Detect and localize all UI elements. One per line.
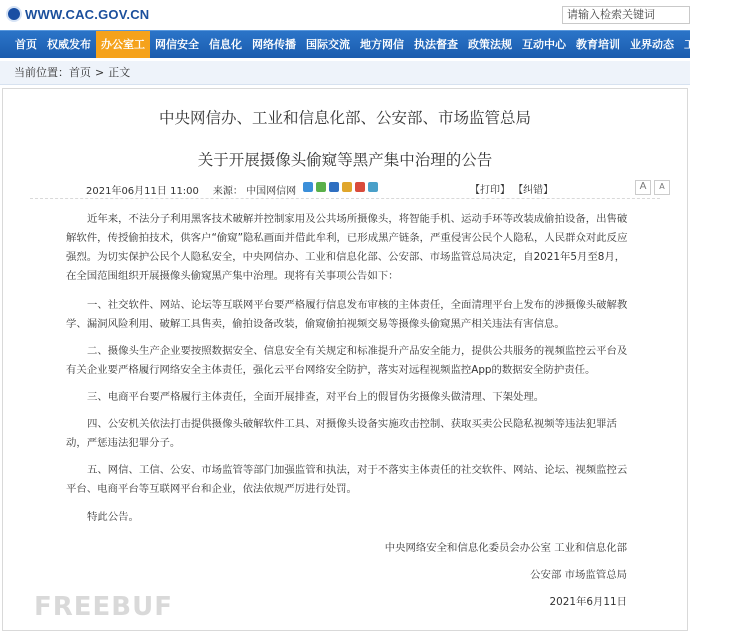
- nav-item[interactable]: 工作专题: [684, 38, 728, 51]
- font-increase-button[interactable]: A: [635, 180, 651, 195]
- share-more-icon[interactable]: [355, 182, 365, 192]
- nav-item[interactable]: 教育培训: [576, 38, 620, 51]
- nav-item[interactable]: 网信安全: [155, 38, 199, 51]
- article-source: 来源： 中国网信网: [212, 186, 297, 197]
- article-paragraph: 近年来，不法分子利用黑客技术破解并控制家用及公共场所摄像头，将智能手机、运动手环等改装成偷拍设备，出售破解软件，传授偷拍技术，供客户“偷窥”隐私画面并借此牟利，已形成黑产链条，严重侵害公民个人隐私，人民群众对此反应强烈。为切实保护公民个人隐私安全，中央网信办、工业和信息化部、公安部、市场监管总局决定，自2021年5月至8月，在全国范围组织开展摄像头偷窥黑产集中治理。现将有关事项公告如下：: [66, 213, 628, 282]
- article-actions: [470, 181, 553, 196]
- search-input[interactable]: 请输入检索关键词: [562, 6, 690, 24]
- breadcrumb: [0, 61, 690, 85]
- signature-issuers: 中央网络安全和信息化委员会办公室 工业和信息化部: [384, 542, 627, 554]
- nav-item[interactable]: 互动中心: [522, 38, 566, 51]
- share-weibo-icon[interactable]: [303, 182, 313, 192]
- breadcrumb-home[interactable]: 首页: [69, 66, 91, 79]
- nav-item[interactable]: 业界动态: [630, 38, 674, 51]
- nav-item[interactable]: 政策法规: [468, 38, 512, 51]
- article-paragraph: 五、网信、工信、公安、市场监管等部门加强监管和执法，对于不落实主体责任的社交软件、网站、论坛、视频监控云平台、电商平台等互联网平台和企业，依法依规严厉进行处罚。: [66, 464, 628, 495]
- nav-item[interactable]: 权威发布: [47, 38, 91, 51]
- article-title-line2: 关于开展摄像头偷窥等黑产集中治理的公告: [197, 151, 493, 169]
- divider: [30, 198, 660, 199]
- nav-item[interactable]: 地方网信: [360, 38, 404, 51]
- top-bar: [0, 0, 690, 30]
- article-paragraph: 四、公安机关依法打击提供摄像头破解软件工具、对摄像头设备实施攻击控制、获取买卖公民隐私视频等违法犯罪活动，严惩违法犯罪分子。: [66, 418, 617, 449]
- breadcrumb-current: 正文: [108, 66, 131, 79]
- article-paragraph: 一、社交软件、网站、论坛等互联网平台要严格履行信息发布审核的主体责任，全面清理平台上发布的涉摄像头破解教学、漏洞风险利用、破解工具售卖，偷拍设备改装，偷窥偷拍视频交易等摄像头偷窥黑产相关违法有害信息。: [66, 299, 628, 330]
- article-meta: [86, 182, 296, 197]
- signature-issuers-2: 公安部 市场监管总局: [530, 569, 627, 581]
- article-paragraph: 二、摄像头生产企业要按照数据安全、信息安全有关规定和标准提升产品安全能力，提供公共服务的视频监控云平台及有关企业要严格履行网络安全主体责任，强化云平台网络安全防护，落实对远程视频监控App的数据安全防护责任。: [66, 345, 628, 376]
- breadcrumb-label: 当前位置：: [14, 66, 69, 79]
- nav-item[interactable]: 执法督查: [414, 38, 458, 51]
- nav-item[interactable]: 信息化: [209, 38, 242, 51]
- error-report-button[interactable]: 【纠错】: [513, 185, 554, 196]
- font-size-controls: [632, 180, 670, 195]
- nav-item[interactable]: 办公室工: [96, 31, 150, 58]
- globe-icon: [6, 6, 22, 22]
- signature-date: 2021年6月11日: [549, 596, 627, 608]
- share-renren-icon[interactable]: [342, 182, 352, 192]
- article-paragraph: 特此公告。: [87, 511, 139, 523]
- share-extra-icon[interactable]: [368, 182, 378, 192]
- share-wechat-icon[interactable]: [316, 182, 326, 192]
- nav-item[interactable]: 首页: [15, 38, 37, 51]
- print-button[interactable]: 【打印】: [470, 185, 510, 196]
- article-paragraph: 三、电商平台要严格履行主体责任，全面开展排查，对平台上的假冒伪劣摄像头做清理、下架处理。: [87, 391, 545, 403]
- nav-item[interactable]: 国际交流: [306, 38, 350, 51]
- share-qzone-icon[interactable]: [329, 182, 339, 192]
- nav-item[interactable]: 网络传播: [252, 38, 296, 51]
- site-logo[interactable]: [6, 6, 149, 22]
- article-date: 2021年06月11日 11:00: [86, 186, 199, 197]
- breadcrumb-separator: >: [95, 66, 105, 79]
- main-nav: [0, 30, 728, 58]
- article-title-line1: 中央网信办、工业和信息化部、公安部、市场监管总局: [158, 109, 531, 127]
- share-icons: [303, 182, 378, 192]
- font-decrease-button[interactable]: A: [654, 180, 670, 195]
- logo-text: WWW.CAC.GOV.CN: [25, 6, 150, 22]
- watermark: FREEBUF: [34, 592, 173, 622]
